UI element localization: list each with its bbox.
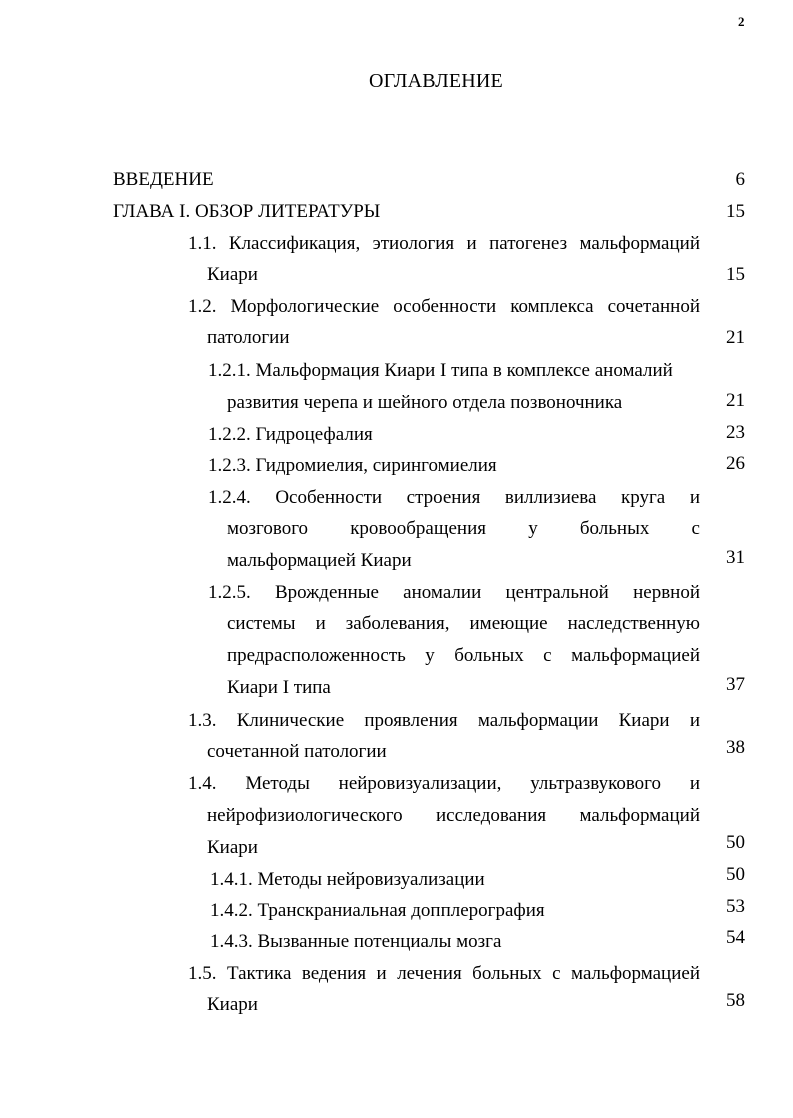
toc-entry-text-line: системы и заболевания, имеющие наследственную — [227, 613, 700, 634]
toc-page-number: 50 — [726, 832, 745, 853]
toc-entry-text-line: развития черепа и шейного отдела позвоночника — [227, 392, 623, 413]
toc-entry-text-line: предрасположенность у больных с мальформацией — [227, 645, 700, 666]
toc-page-number: 15 — [726, 201, 745, 222]
toc-page-number: 23 — [726, 422, 745, 443]
toc-page-number: 38 — [726, 737, 745, 758]
toc-page-number: 26 — [726, 453, 745, 474]
toc-entry-text-line: Киари — [207, 994, 258, 1015]
toc-entry-text-line: 1.1. Классификация, этиология и патогенез мальформаций — [188, 233, 700, 254]
toc-page-number: 53 — [726, 896, 745, 917]
toc-entry-text-line: 1.2.1. Мальформация Киари I типа в комплексе аномалий — [208, 360, 673, 381]
toc-page-number: 50 — [726, 864, 745, 885]
toc-entry-text-line: патологии — [207, 327, 290, 348]
toc-entry-text-line: 1.3. Клинические проявления мальформации Киари и — [188, 710, 700, 731]
page-title: ОГЛАВЛЕНИЕ — [369, 70, 503, 92]
toc-entry-text-line: 1.2.4. Особенности строения виллизиева круга и — [208, 487, 700, 508]
toc-entry-text-line: мальформацией Киари — [227, 550, 412, 571]
toc-entry-text: 1.4.3. Вызванные потенциалы мозга — [210, 931, 502, 952]
toc-entry-text: 1.2.3. Гидромиелия, сирингомиелия — [208, 455, 497, 476]
toc-page-number: 37 — [726, 674, 745, 695]
toc-entry-text: 1.2.2. Гидроцефалия — [208, 424, 373, 445]
toc-entry-text-line: 1.2. Морфологические особенности комплекса сочетанной — [188, 296, 700, 317]
toc-entry-text-line: Киари I типа — [227, 677, 331, 698]
toc-page-number: 58 — [726, 990, 745, 1011]
toc-entry-text-line: мозгового кровообращения у больных с — [227, 518, 700, 539]
toc-entry-text: ГЛАВА I. ОБЗОР ЛИТЕРАТУРЫ — [113, 201, 381, 222]
toc-entry-text: 1.4.1. Методы нейровизуализации — [210, 869, 485, 890]
toc-page-number: 15 — [726, 264, 745, 285]
toc-entry-text-line: Киари — [207, 264, 258, 285]
toc-entry-text-line: 1.4. Методы нейровизуализации, ультразвукового и — [188, 773, 700, 794]
page-number: 2 — [738, 14, 745, 29]
toc-entry-text-line: 1.5. Тактика ведения и лечения больных с мальформацией — [188, 963, 700, 984]
toc-entry-text-line: нейрофизиологического исследования мальформаций — [207, 805, 700, 826]
toc-page-number: 21 — [726, 327, 745, 348]
toc-page-number: 54 — [726, 927, 745, 948]
toc-page-number: 6 — [735, 169, 745, 190]
toc-entry-text-line: Киари — [207, 837, 258, 858]
toc-entry-text: ВВЕДЕНИЕ — [113, 169, 214, 190]
toc-page-number: 31 — [726, 547, 745, 568]
toc-entry-text-line: сочетанной патологии — [207, 741, 387, 762]
toc-entry-text-line: 1.2.5. Врожденные аномалии центральной нервной — [208, 582, 700, 603]
toc-entry-text: 1.4.2. Транскраниальная допплерография — [210, 900, 545, 921]
toc-page-number: 21 — [726, 390, 745, 411]
